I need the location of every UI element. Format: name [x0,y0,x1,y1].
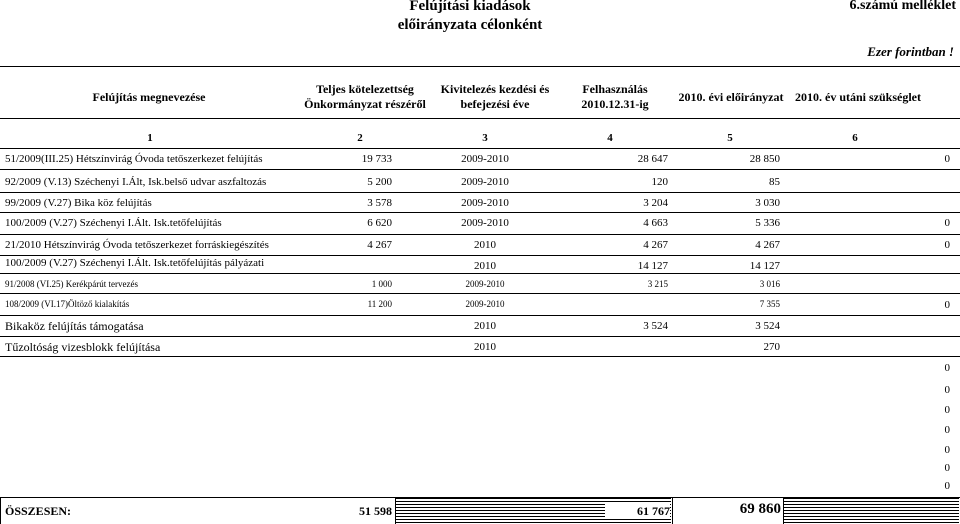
empty-row-zero: 0 [944,424,950,436]
hatched-cell [784,498,959,523]
header-total-line1: Teljes kötelezettség [316,82,414,96]
col-number-6: 6 [852,132,858,144]
row-name: 51/2009(III.25) Hétszínvirág Óvoda tetőszerkezet felújítás [5,153,263,165]
empty-row-zero: 0 [944,404,950,416]
row-name: 21/2010 Hétszínvirág Óvoda tetőszerkezet forráskiegészítés [5,239,269,251]
col-number-3: 3 [482,132,488,144]
row-period: 2010 [474,341,496,353]
row-name: 99/2009 (V.27) Bika köz felújítás [5,197,152,209]
row-name: 92/2009 (V.13) Széchenyi I.Ált, Isk.belső udvar aszfaltozás [5,176,267,188]
header-name: Felújítás megnevezése [92,90,206,104]
empty-row-zero: 0 [944,384,950,396]
row-period: 2009-2010 [461,176,509,188]
row-name: Bikaköz felújítás támogatása [5,319,144,333]
row-plan: 85 [769,176,780,188]
row-used: 4 663 [643,217,668,229]
row-total: 1 000 [371,279,392,289]
header-period-line1: Kivitelezés kezdési és [440,82,550,96]
row-name: 100/2009 (V.27) Széchenyi I.Ált. Isk.tetőfelújítás pályázati [5,257,265,269]
row-used: 120 [651,176,668,188]
row-period: 2009-2010 [461,153,509,165]
row-used: 14 127 [637,260,668,272]
header-used-line1: Felhasználás [582,82,648,96]
unit-label: Ezer forintban ! [867,44,954,59]
col-number-2: 2 [357,132,363,144]
row-plan: 7 355 [759,299,780,309]
col-number-4: 4 [607,132,613,144]
row-plan: 28 850 [749,153,780,165]
row-period: 2010 [474,320,496,332]
row-after: 0 [944,217,950,229]
row-period: 2009-2010 [461,217,509,229]
row-used: 3 524 [643,320,668,332]
row-total: 6 620 [367,217,392,229]
row-after: 0 [944,239,950,251]
row-plan: 5 336 [755,217,780,229]
row-name: 108/2009 (VI.17)Öltöző kialakítás [5,299,130,309]
row-total: 5 200 [367,176,392,188]
row-plan: 3 524 [755,320,780,332]
header-plan: 2010. évi előirányzat [678,90,784,104]
row-plan: 270 [763,341,780,353]
row-name: 100/2009 (V.27) Széchenyi I.Ált. Isk.tetőfelújítás [5,217,222,229]
empty-row-zero: 0 [944,444,950,456]
row-used: 4 267 [643,239,668,251]
row-plan: 4 267 [755,239,780,251]
row-total: 19 733 [361,153,392,165]
row-total: 11 200 [367,299,392,309]
row-plan: 14 127 [749,260,780,272]
row-plan: 3 030 [755,197,780,209]
annex-label: 6.számú melléklet [849,0,956,13]
row-total: 4 267 [367,239,392,251]
row-after: 0 [944,299,950,311]
row-used: 3 204 [643,197,668,209]
row-period: 2009-2010 [465,279,505,289]
row-period: 2009-2010 [461,197,509,209]
totals-total: 51 598 [320,504,392,519]
row-total: 3 578 [367,197,392,209]
header-period-line2: befejezési éve [460,97,530,111]
col-number-1: 1 [147,132,153,144]
row-period: 2010 [474,239,496,251]
row-period: 2010 [474,260,496,272]
col-number-5: 5 [727,132,733,144]
totals-used: 61 767 [605,504,670,519]
totals-plan: 69 860 [700,501,781,518]
row-used: 3 215 [647,279,668,289]
row-after: 0 [944,153,950,165]
page-title-line2: előirányzata célonként [397,17,543,33]
empty-row-zero: 0 [944,462,950,474]
row-name: Tűzoltóság vizesblokk felújítása [5,340,161,354]
row-name: 91/2008 (VI.25) Kerékpárút tervezés [5,279,138,289]
totals-label: ÖSSZESEN: [5,504,72,518]
row-used: 28 647 [637,153,668,165]
empty-row-zero: 0 [944,480,950,492]
header-total-line2: Önkormányzat részéről [304,97,426,111]
empty-row-zero: 0 [944,362,950,374]
header-after: 2010. év utáni szükséglet [795,90,921,104]
row-period: 2009-2010 [465,299,505,309]
row-plan: 3 016 [759,279,780,289]
page-title-line1: Felújítási kiadások [409,0,531,14]
header-used-line2: 2010.12.31-ig [581,97,649,111]
